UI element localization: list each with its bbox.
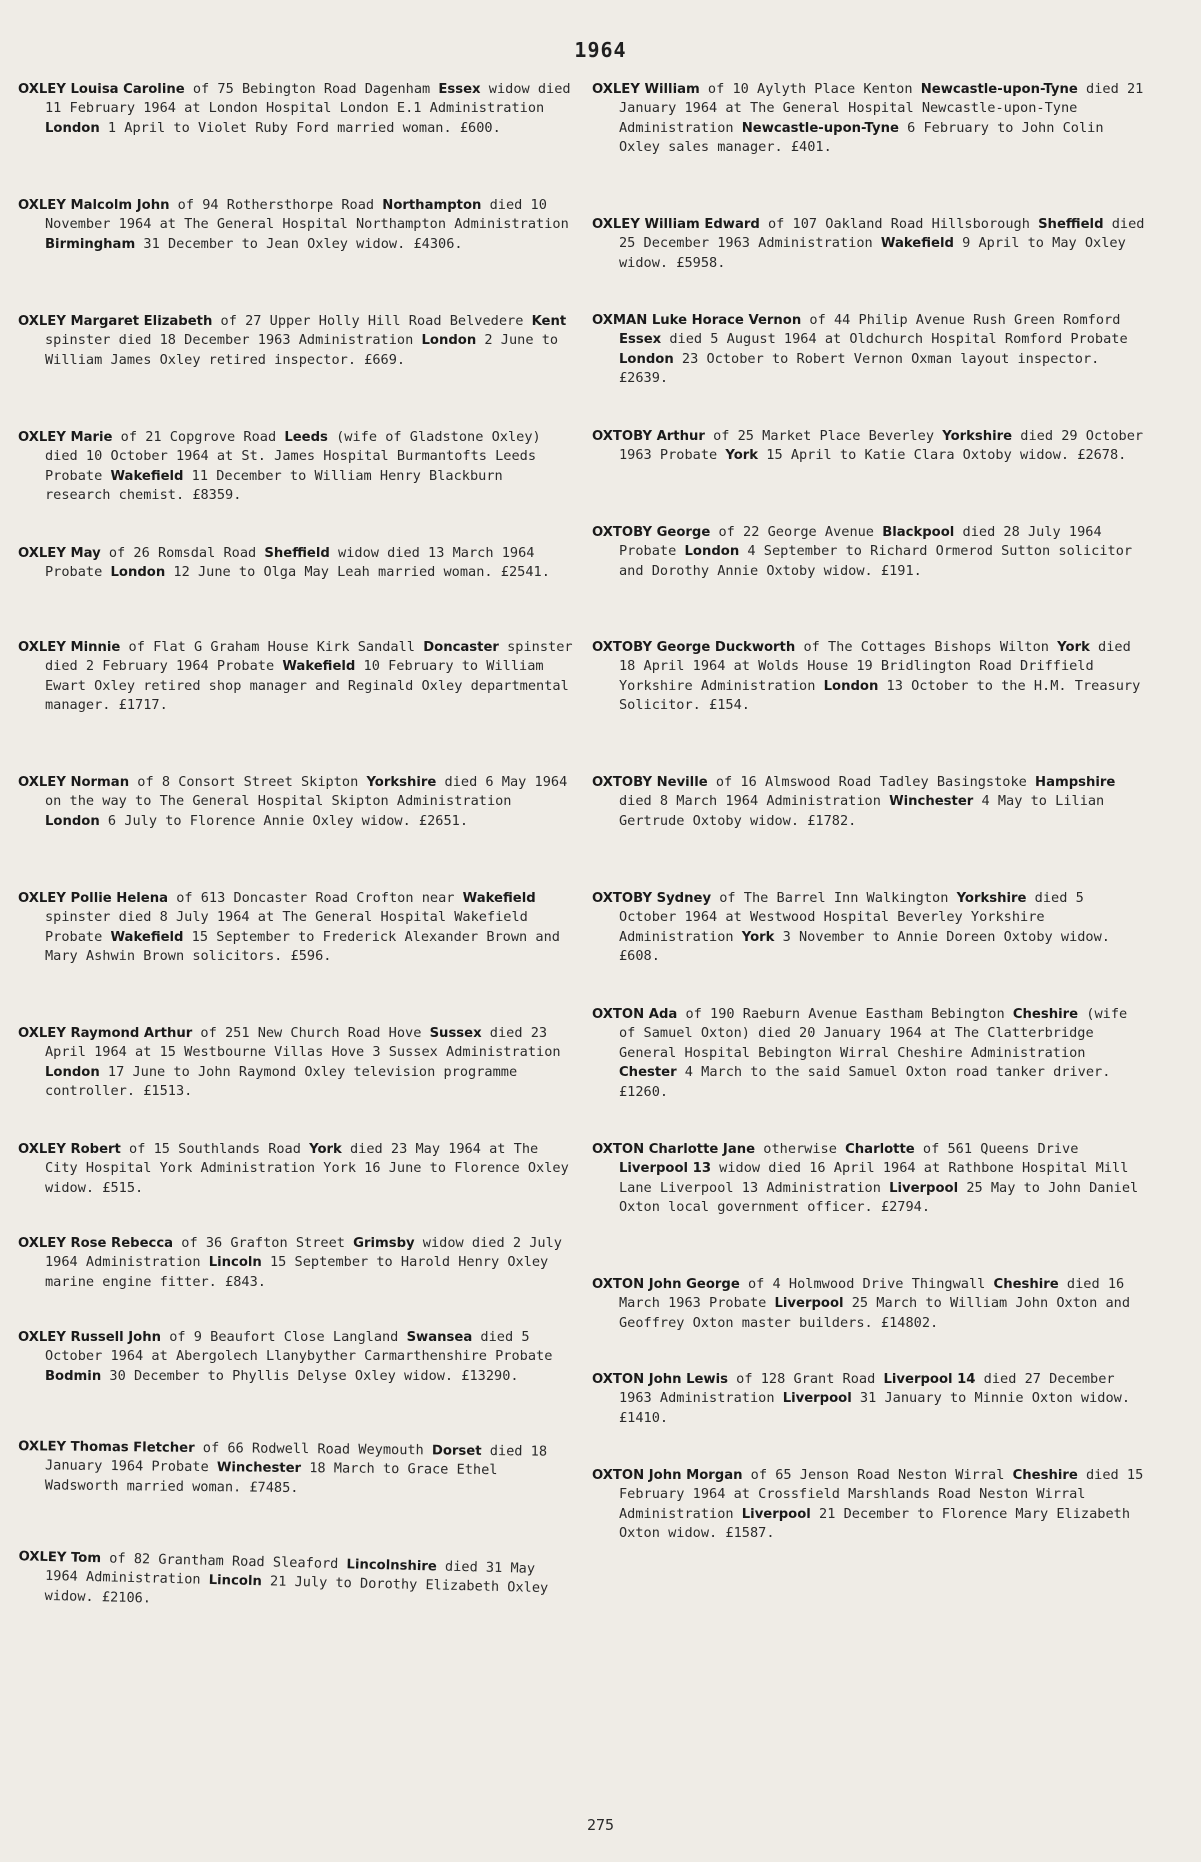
entry-bold-text: Winchester xyxy=(216,1460,302,1477)
entry-text: of The Cottages Bishops Wilton xyxy=(795,639,1058,655)
entry-text: 11 December to William Henry Blackburn research chemist. £8359. xyxy=(45,467,503,504)
entry-text: died 27 December 1963 Administration xyxy=(619,1371,1115,1407)
entry-text: of 613 Doncaster Road Crofton near xyxy=(168,890,463,906)
entry-text: died 6 May 1964 on the way to The General Hospital Skipton Administration xyxy=(45,774,568,810)
entry-bold-text: OXLEY Louisa Caroline xyxy=(18,82,185,97)
entry-text: 6 July to Florence Annie Oxley widow. £2651. xyxy=(99,812,469,829)
entry xyxy=(18,1024,573,1102)
entry-bold-text: York xyxy=(309,1142,342,1157)
entry xyxy=(18,1234,573,1292)
entry-text: of 75 Bebington Road Dagenham xyxy=(184,81,439,97)
entry-bold-text: Essex xyxy=(619,332,662,348)
entry-bold-text: OXMAN Luke Horace Vernon xyxy=(592,313,802,328)
entry-text: died 23 May 1964 at The City Hospital York Administration York 16 June to Florence Oxley widow. £515. xyxy=(45,1141,569,1196)
entry xyxy=(18,544,573,583)
entry-text: widow died 11 February 1964 at London Hospital London E.1 Administration xyxy=(45,81,571,117)
entry-bold-text: Hampshire xyxy=(1035,775,1116,790)
entry-text: 2 June to William James Oxley retired inspector. £669. xyxy=(45,332,559,368)
entry-text: of 21 Copgrove Road xyxy=(112,429,285,445)
entry-bold-text: Lincoln xyxy=(208,1255,262,1271)
entry-bold-text: OXLEY May xyxy=(18,546,101,561)
entry-text: 18 March to Grace Ethel Wadsworth married woman. £7485. xyxy=(44,1460,498,1496)
entry-bold-text: Liverpool xyxy=(782,1391,852,1407)
entry-bold-text: OXLEY Tom xyxy=(18,1549,102,1567)
entry-text: died 28 July 1964 Probate xyxy=(619,524,1102,560)
entry-text: (wife of Gladstone Oxley) died 10 October 1964 at St. James Hospital Burmantofts Leeds Probate xyxy=(45,429,541,484)
entry-text: 4 September to Richard Ormerod Sutton solicitor and Dorothy Annie Oxtoby widow. £191. xyxy=(619,543,1133,579)
entry-bold-text: Kent xyxy=(531,314,567,329)
entry-bold-text: Wakefield xyxy=(462,891,536,906)
entry-text: of 16 Almswood Road Tadley Basingstoke xyxy=(707,774,1036,790)
entry-bold-text: York xyxy=(725,448,759,464)
entry-text: 17 June to John Raymond Oxley television programme controller. £1513. xyxy=(45,1063,518,1100)
entry xyxy=(18,1328,573,1386)
entry-text: of 22 George Avenue xyxy=(710,524,883,540)
entry-bold-text: OXLEY Margaret Elizabeth xyxy=(18,314,213,329)
entry xyxy=(592,215,1147,273)
entry xyxy=(592,1140,1147,1218)
entry-bold-text: Lincolnshire xyxy=(346,1557,437,1575)
entry-text: died 16 March 1963 Probate xyxy=(619,1276,1125,1312)
entry-bold-text: OXTOBY Neville xyxy=(592,775,708,790)
entry-text: widow died 2 July 1964 Administration xyxy=(45,1235,562,1271)
entry xyxy=(18,1437,574,1501)
entry-text: of 15 Southlands Road xyxy=(120,1141,310,1157)
entry-bold-text: Birmingham xyxy=(45,236,136,252)
entry-text: died 18 January 1964 Probate xyxy=(44,1442,548,1476)
entry-text: 6 February to John Colin Oxley sales manager. £401. xyxy=(619,119,1104,156)
entry-text: of 65 Jenson Road Neston Wirral xyxy=(742,1467,1013,1483)
entry-bold-text: Sussex xyxy=(429,1026,482,1041)
entry xyxy=(18,80,573,138)
entry-bold-text: OXTOBY Arthur xyxy=(592,429,705,444)
entry-text: died 31 May 1964 Administration xyxy=(44,1558,536,1589)
entry-text: widow died 13 March 1964 Probate xyxy=(45,545,535,581)
entry-bold-text: Cheshire xyxy=(993,1277,1059,1292)
entry-bold-text: Lincoln xyxy=(208,1573,262,1590)
entry xyxy=(18,638,573,716)
entry-bold-text: London xyxy=(45,813,100,829)
entry xyxy=(592,427,1147,466)
entry-text: 10 February to William Ewart Oxley retired shop manager and Reginald Oxley departmental manager. £1717. xyxy=(45,658,569,714)
entry-text: of 561 Queens Drive xyxy=(914,1141,1079,1157)
entry-text: of 4 Holmwood Drive Thingwall xyxy=(739,1276,994,1292)
entry-bold-text: OXLEY Norman xyxy=(18,775,130,790)
entry-bold-text: Yorkshire xyxy=(366,775,437,790)
entry xyxy=(18,196,573,254)
entry-bold-text: OXTON Ada xyxy=(592,1007,678,1022)
entry-bold-text: York xyxy=(741,929,775,945)
entry xyxy=(18,1140,573,1198)
entry-text: of 26 Romsdal Road xyxy=(100,545,265,561)
entry-text: spinster died 8 July 1964 at The General Hospital Wakefield Probate xyxy=(45,909,528,945)
entry xyxy=(592,1466,1147,1544)
entry-bold-text: London xyxy=(110,565,166,581)
entry-bold-text: Wakefield xyxy=(110,929,184,945)
entry-text: 31 January to Minnie Oxton widow. £1410. xyxy=(619,1390,1131,1426)
entry-text: died 5 October 1964 at Westwood Hospital Beverley Yorkshire Administration xyxy=(619,890,1084,945)
page-number: 275 xyxy=(586,1816,615,1834)
entry xyxy=(592,311,1147,389)
entry-text: died 5 October 1964 at Abergolech Llanybyther Carmarthenshire Probate xyxy=(45,1329,553,1365)
entry-text: 13 October to the H.M. Treasury Solicitor. £154. xyxy=(619,677,1141,714)
entry-bold-text: Dorset xyxy=(431,1443,482,1459)
entry-bold-text: Northampton xyxy=(382,198,482,213)
entry-bold-text: OXLEY Pollie Helena xyxy=(18,891,169,906)
entry-bold-text: OXLEY Raymond Arthur xyxy=(18,1026,193,1041)
entry-text: spinster died 18 December 1963 Administration xyxy=(45,332,422,349)
entry-text: 15 September to Frederick Alexander Brown and Mary Ashwin Brown solicitors. £596. xyxy=(45,928,560,965)
entry-bold-text: OXLEY Minnie xyxy=(18,640,121,655)
entry-bold-text: OXLEY Robert xyxy=(18,1142,121,1157)
entry-text: 1 April to Violet Ruby Ford married woman. £600. xyxy=(99,119,501,136)
entry-bold-text: Chester xyxy=(619,1065,677,1081)
entry-text: (wife of Samuel Oxton) died 20 January 1964 at The Clatterbridge General Hospital Bebington Wirral Cheshire Administration xyxy=(619,1006,1128,1061)
entry-text: of 9 Beaufort Close Langland xyxy=(161,1329,407,1345)
entry-bold-text: Liverpool 14 xyxy=(883,1372,976,1387)
entry-text: of The Barrel Inn Walkington xyxy=(711,890,957,906)
entry-bold-text: OXTOBY Sydney xyxy=(592,891,712,906)
entry-bold-text: London xyxy=(45,1064,100,1080)
entry-bold-text: Doncaster xyxy=(423,640,499,655)
entry-bold-text: OXTON John George xyxy=(592,1277,740,1292)
entry-text: died 15 February 1964 at Crossfield Marshlands Road Neston Wirral Administration xyxy=(619,1467,1144,1522)
entry-text: of 44 Philip Avenue Rush Green Romford xyxy=(801,312,1121,328)
entry-text: 25 May to John Daniel Oxton local government officer. £2794. xyxy=(619,1179,1139,1216)
entry-text: 15 September to Harold Henry Oxley marine engine fitter. £843. xyxy=(45,1254,549,1290)
entry-bold-text: Cheshire xyxy=(1012,1007,1079,1022)
entry-bold-text: Leeds xyxy=(284,430,328,445)
entry-text: widow died 16 April 1964 at Rathbone Hospital Mill Lane Liverpool 13 Administration xyxy=(619,1160,1129,1196)
entry-bold-text: Liverpool xyxy=(774,1296,844,1312)
entry-text: 15 April to Katie Clara Oxtoby widow. £2678. xyxy=(758,447,1127,464)
entry-bold-text: Charlotte xyxy=(845,1142,915,1157)
entry-text: died 25 December 1963 Administration xyxy=(619,216,1145,252)
entry-text: 3 November to Annie Doreen Oxtoby widow. £608. xyxy=(619,928,1110,965)
entry-bold-text: OXLEY William Edward xyxy=(592,217,760,232)
entry xyxy=(592,773,1147,831)
entry-bold-text: London xyxy=(619,351,674,367)
entry-text: died 29 October 1963 Probate xyxy=(619,428,1144,464)
entry-bold-text: OXTOBY George xyxy=(592,525,711,540)
entry-bold-text: London xyxy=(421,333,477,349)
entry-bold-text: Essex xyxy=(438,82,481,97)
entry-bold-text: Yorkshire xyxy=(942,429,1013,444)
page-year: 1964 xyxy=(574,38,627,62)
entry-text: 9 April to May Oxley widow. £5958. xyxy=(619,235,1126,271)
entry-text: of 128 Grant Road xyxy=(727,1371,884,1387)
entry-text: 12 June to Olga May Leah married woman. £2541. xyxy=(165,564,550,581)
entry-text: died 21 January 1964 at The General Hospital Newcastle-upon-Tyne Administration xyxy=(619,81,1144,136)
entry-bold-text: OXTON John Morgan xyxy=(592,1468,743,1483)
entry-bold-text: Liverpool xyxy=(889,1180,959,1196)
entry-bold-text: Cheshire xyxy=(1012,1468,1078,1483)
entry-bold-text: OXLEY Thomas Fletcher xyxy=(18,1439,195,1456)
entry-bold-text: OXLEY Rose Rebecca xyxy=(18,1236,174,1251)
entry-text: died 23 April 1964 at 15 Westbourne Villas Hove 3 Sussex Administration xyxy=(45,1025,561,1061)
entry-text: 21 December to Florence Mary Elizabeth Oxton widow. £1587. xyxy=(619,1505,1131,1542)
entry-bold-text: Swansea xyxy=(406,1330,473,1345)
entry-bold-text: Newcastle-upon-Tyne xyxy=(920,82,1078,97)
entry-bold-text: OXTON John Lewis xyxy=(592,1372,728,1387)
entry-text: of 10 Aylyth Place Kenton xyxy=(699,81,921,97)
entry-bold-text: Winchester xyxy=(889,794,974,810)
entry-bold-text: Sheffield xyxy=(264,546,330,561)
entry-text: 21 July to Dorothy Elizabeth Oxley widow. £2106. xyxy=(44,1573,549,1607)
entry-bold-text: Wakefield xyxy=(880,236,954,252)
entry-text: 31 December to Jean Oxley widow. £4306. xyxy=(135,235,463,252)
entry-bold-text: Wakefield xyxy=(282,659,356,675)
entry xyxy=(18,889,573,967)
entry-bold-text: Wakefield xyxy=(110,468,184,484)
entry-text: of 36 Grafton Street xyxy=(173,1235,354,1251)
entry-text: died 8 March 1964 Administration xyxy=(619,793,890,810)
entry-text: died 10 November 1964 at The General Hospital Northampton Administration xyxy=(45,197,569,233)
entry-bold-text: Bodmin xyxy=(45,1368,102,1384)
entry-bold-text: OXTON Charlotte Jane xyxy=(592,1142,756,1157)
entry-bold-text: Sheffield xyxy=(1038,217,1104,232)
entry xyxy=(592,1370,1147,1428)
entry xyxy=(18,773,573,831)
entry-text: of 94 Rothersthorpe Road xyxy=(169,197,383,213)
entry-bold-text: OXLEY William xyxy=(592,82,700,97)
entry-bold-text: OXLEY Russell John xyxy=(18,1330,162,1345)
entry-text: of 82 Grantham Road Sleaford xyxy=(100,1550,347,1573)
entry-text: of 251 New Church Road Hove xyxy=(192,1025,430,1041)
entry-bold-text: Liverpool xyxy=(741,1506,811,1522)
entry-bold-text: Grimsby xyxy=(353,1236,415,1251)
entry-text: of 107 Oakland Road Hillsborough xyxy=(759,216,1039,232)
entry-bold-text: York xyxy=(1057,640,1090,655)
entry-text: spinster died 2 February 1964 Probate xyxy=(45,639,573,675)
entry xyxy=(592,638,1147,716)
entry-bold-text: Newcastle-upon-Tyne xyxy=(741,120,899,136)
entry-text: 30 December to Phyllis Delyse Oxley widow. £13290. xyxy=(101,1367,519,1384)
entry-bold-text: OXLEY Malcolm John xyxy=(18,198,170,213)
entry xyxy=(592,889,1147,967)
entry-text: of 8 Consort Street Skipton xyxy=(129,774,367,790)
entry-text: of 66 Rodwell Road Weymouth xyxy=(194,1439,433,1459)
entry-text: otherwise xyxy=(755,1141,846,1157)
entry-bold-text: Yorkshire xyxy=(956,891,1027,906)
entry-text: of 190 Raeburn Avenue Eastham Bebington xyxy=(677,1006,1013,1022)
entry-text: of 25 Market Place Beverley xyxy=(704,428,943,444)
entry xyxy=(592,1275,1147,1333)
entry xyxy=(592,523,1147,581)
entry-text: 25 March to William John Oxton and Geoffrey Oxton master builders. £14802. xyxy=(619,1295,1131,1331)
entry-bold-text: London xyxy=(45,120,100,136)
entry-text: died 18 April 1964 at Wolds House 19 Bridlington Road Driffield Yorkshire Administration xyxy=(619,639,1131,694)
entry-text: 23 October to Robert Vernon Oxman layout inspector. £2639. xyxy=(619,350,1100,387)
entry xyxy=(18,428,573,506)
entry-bold-text: London xyxy=(684,544,740,560)
entry-bold-text: Blackpool xyxy=(882,525,955,540)
entry xyxy=(592,80,1147,158)
entry-text: 4 March to the said Samuel Oxton road tanker driver. £1260. xyxy=(619,1064,1111,1100)
entry-bold-text: London xyxy=(823,678,879,694)
entry xyxy=(18,312,573,370)
entry-text: 4 May to Lilian Gertrude Oxtoby widow. £1782. xyxy=(619,793,1105,829)
entry-bold-text: OXTOBY George Duckworth xyxy=(592,640,796,655)
entry-bold-text: Liverpool 13 xyxy=(619,1161,711,1177)
entry xyxy=(592,1005,1147,1102)
entry xyxy=(17,1547,573,1619)
entry-bold-text: OXLEY Marie xyxy=(18,430,113,445)
entry-text: died 5 August 1964 at Oldchurch Hospital Romford Probate xyxy=(661,331,1128,348)
entry-text: of 27 Upper Holly Hill Road Belvedere xyxy=(212,313,532,329)
entry-text: of Flat G Graham House Kirk Sandall xyxy=(120,639,424,655)
